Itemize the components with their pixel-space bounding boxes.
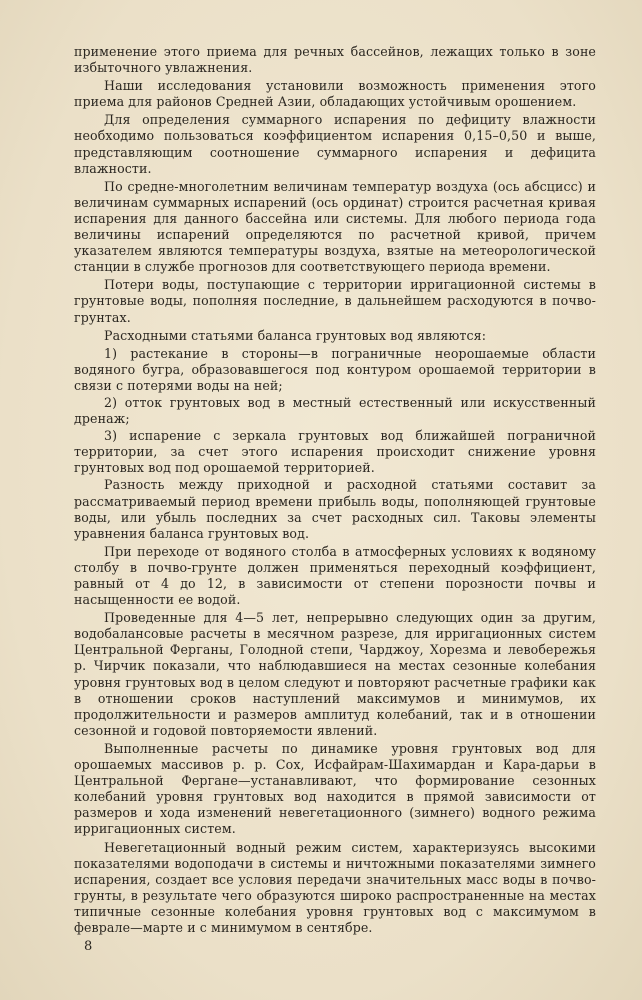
list-item: 1) растекание в стороны—в пограничные неорошаемые области водяного бугра, образовавшегося под контуром орошаемой территории в связи с потерями воды на ней; [74,345,596,393]
paragraph-continuation: применение этого приема для речных бассейнов, лежащих только в зоне избыточного увлажнения. [74,44,596,76]
list-item: 2) отток грунтовых вод в местный естественный или искусственный дренаж; [74,394,596,427]
paragraph: По средне-многолетним величинам температур воздуха (ось абсцисс) и величинам суммарных испарений (ось ординат) строится расчетная кривая испарения для данного бассейна или системы. Для любого периода года величины испарений определяются по расчетной кривой, причем указателем являются температуры воздуха, взятые на метеорологической станции в службе прогнозов для соответствующего периода времени. [74,178,596,275]
paragraph: Проведенные для 4—5 лет, непрерывно следующих один за другим, водобалансовые расчеты в месячном разрезе, для ирригационных систем Центральной Ферганы, Голодной степи, Чарджоу, Хорезма и левобережья р. Чирчик показали, что наблюдавшиеся на местах сезонные колебания уровня грунтовых вод в целом следуют и повторяют расчетные графики как в отношении сроков наступлений максимумов и минимумов, их продолжительности и размеров амплитуд колебаний, так и в отношении сезонной и годовой повторяемости явлений. [74,610,596,738]
paragraph: Выполненные расчеты по динамике уровня грунтовых вод для орошаемых массивов р. р. Сох, Исфайрам-Шахимардан и Кара-дарьи в Центральной Фергане—устанавливают, что формирование сезонных колебаний уровня грунтовых вод находится в прямой зависимости от размеров и хода изменений невегетационного (зимнего) водного режима ирригационных систем. [74,740,596,837]
paragraph: Потери воды, поступающие с территории ирригационной системы в грунтовые воды, пополняя последние, в дальнейшем расходуются в почво-грунтах. [74,277,596,325]
paragraph: Наши исследования установили возможность применения этого приема для районов Средней Азии, обладающих устойчивым орошением. [74,78,596,110]
list-item: 3) испарение с зеркала грунтовых вод ближайшей пограничной территории, за счет этого испарения происходит снижение уровня грунтовых вод под орошаемой территорией. [74,428,596,476]
page-number: 8 [84,939,93,954]
paragraph: Для определения суммарного испарения по дефициту влажности необходимо пользоваться коэффициентом испарения 0,15–0,50 и выше, представляющим соотношение суммарного испарения и дефицита влажности. [74,112,596,176]
paragraph: Невегетационный водный режим систем, характеризуясь высокими показателями водоподачи в системы и ничтожными показателями зимнего испарения, создает все условия передачи значительных масс воды в почво-грунты, в результате чего образуются широко распространенные на местах типичные сезонные колебания уровня грунтовых вод с максимумом в феврале—марте и с минимумом в сентябре. [74,839,596,935]
paragraph: При переходе от водяного столба в атмосферных условиях к водяному столбу в почво-грунте должен применяться переходный коэффициент, равный от 4 до 12, в зависимости от степени порозности почвы и насыщенности ее водой. [74,543,596,608]
paragraph: Расходными статьями баланса грунтовых вод являются: [104,327,487,343]
paragraph: Разность между приходной и расходной статьями составит за рассматриваемый период времени прибыль воды, пополняющей грунтовые воды, или убыль последних за счет расходных сил. Таковы элементы уравнения баланса грунтовых вод. [74,477,596,541]
body-text [74,44,596,938]
